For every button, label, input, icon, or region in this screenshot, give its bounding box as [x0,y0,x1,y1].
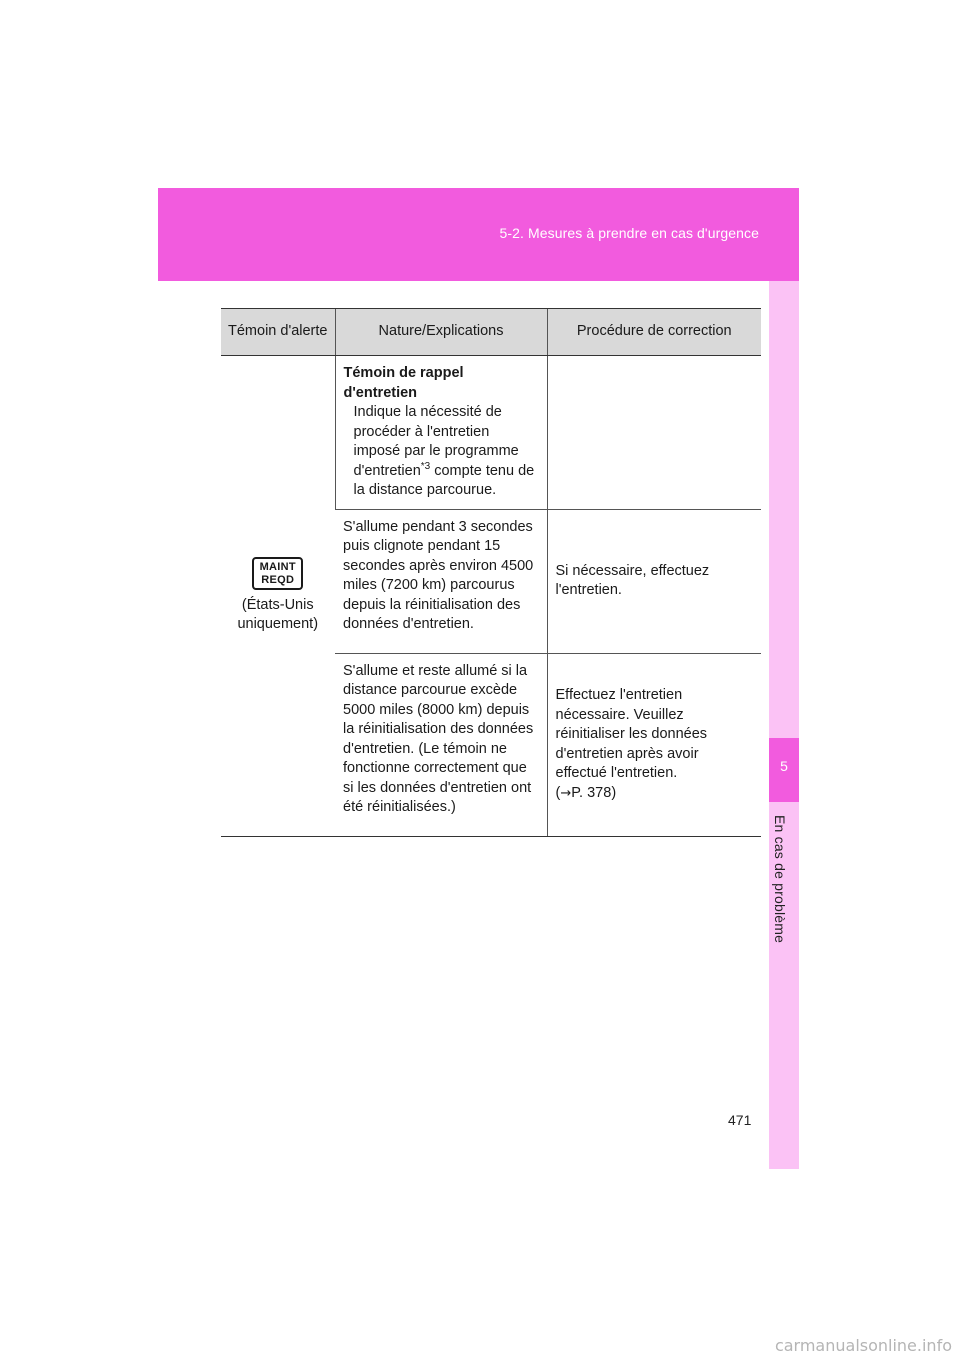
correction-cell: Effectuez l'entretien nécessaire. Veuillez réinitialiser les données d'entretien après avoir effectué l'entretien. (→P. 378) [547,653,761,836]
explanation-cell: S'allume pendant 3 secondes puis clignote pendant 15 secondes après environ 4500 miles (7200 km) parcourus depuis la réinitialisation des données d'entretien. [335,509,547,653]
table-row [221,356,761,510]
warning-light-cell [221,356,335,837]
side-tab-strip [769,281,799,1169]
correction-cell [547,356,761,510]
column-header-warning-light: Témoin d'alerte [221,309,335,356]
explanation-cell: S'allume et reste allumé si la distance parcourue excède 5000 miles (8000 km) depuis la réinitialisation des données d'entretien. (Le témoin ne fonctionne correctement que si les données d'entretien ont été réinitialisées.) [335,653,547,836]
chapter-number: 5 [780,758,788,774]
column-header-correction: Procédure de correction [547,309,761,356]
watermark: carmanualsonline.info [774,1336,952,1355]
chapter-tab[interactable] [769,738,799,802]
page-reference-link[interactable]: P. 378 [571,784,612,801]
page-number: 471 [728,1112,752,1128]
warning-light-table [221,308,761,837]
light-title: Témoin de rappel d'entretien [343,365,464,401]
arrow-icon: → [560,785,572,801]
region-note: (États-Unis uniquement) [237,596,319,633]
maint-reqd-icon: MAINT REQD [252,557,303,590]
table-header-row [221,309,761,356]
light-description: Indique la nécessité de procéder à l'entretien imposé par le programme d'entretien$^{*3}$ compte tenu de la distance parcourue. [353,404,535,498]
section-title: 5-2. Mesures à prendre en cas d'urgence [499,225,759,241]
correction-cell: Si nécessaire, effectuez l'entretien. [547,509,761,653]
explanation-cell [335,356,547,510]
column-header-explanation: Nature/Explications [335,309,547,356]
footnote-marker: *3 [420,460,431,472]
chapter-title: En cas de problème [772,815,788,944]
section-header-band [158,188,799,281]
